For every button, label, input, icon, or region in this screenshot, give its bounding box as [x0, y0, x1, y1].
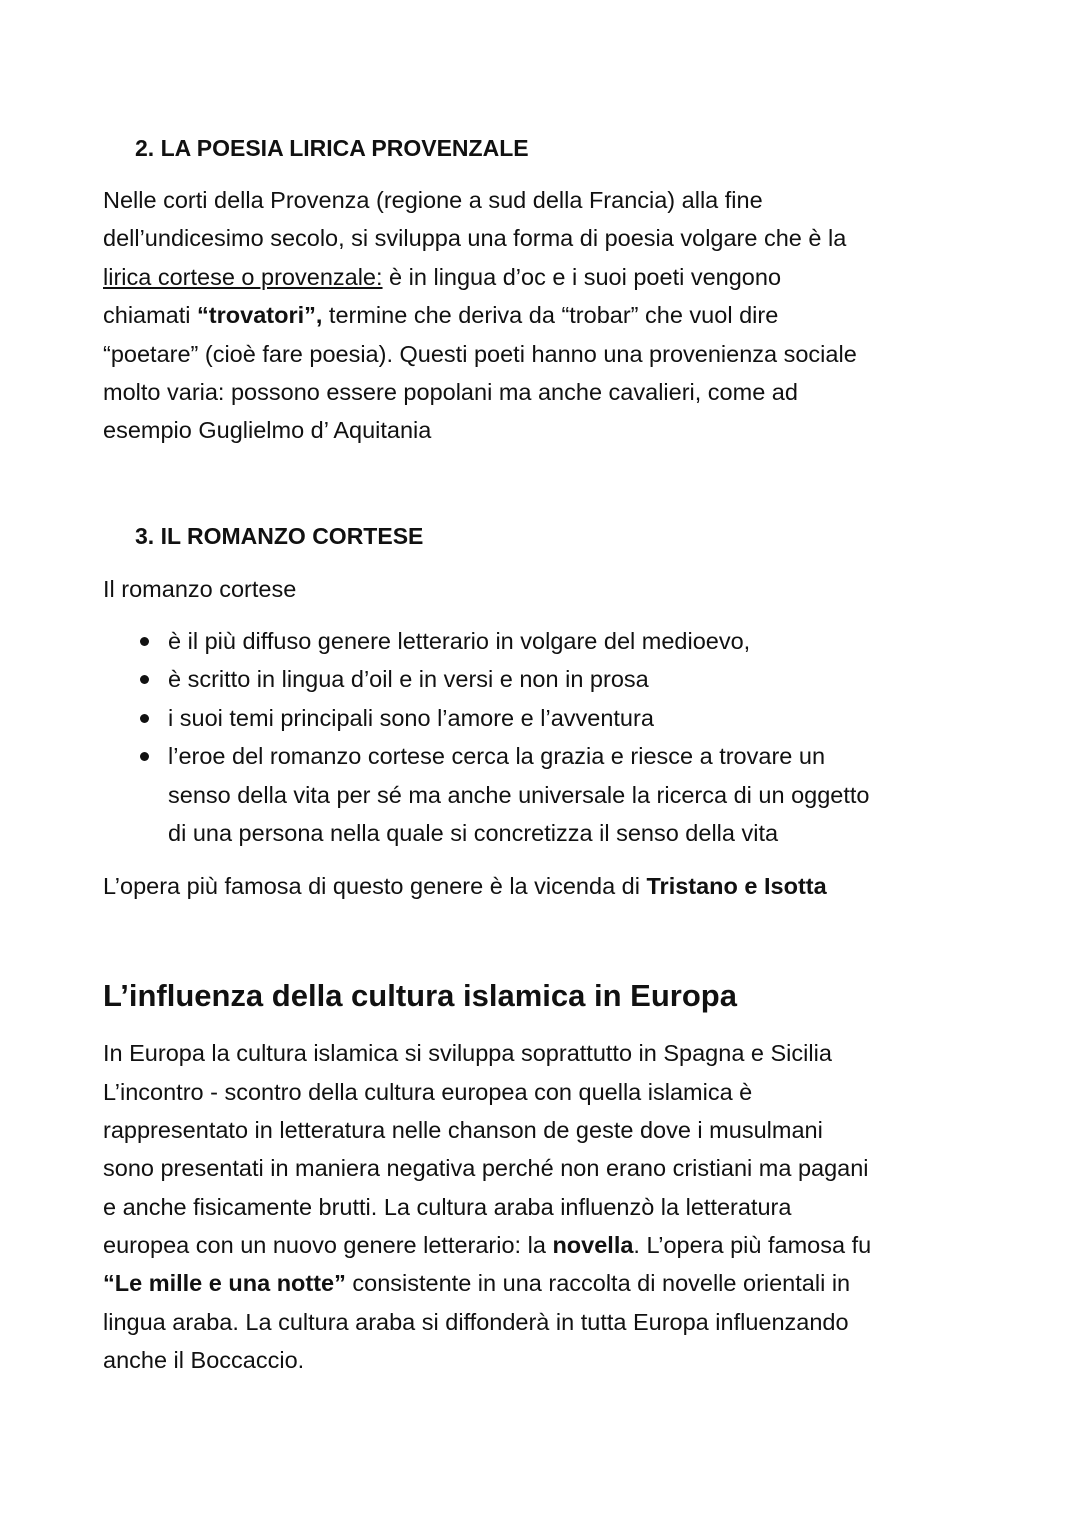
- text-segment: lingua araba. La cultura araba si diffonderà in tutta Europa influenzando: [103, 1309, 849, 1335]
- text-segment: anche il Boccaccio.: [103, 1347, 305, 1373]
- text-segment: è scritto in lingua d’oil e in versi e non in prosa: [168, 666, 649, 692]
- text-line: [103, 415, 431, 445]
- text-segment: europea con un nuovo genere letterario: la: [103, 1232, 553, 1258]
- text-line: [103, 1192, 791, 1222]
- text-segment: senso della vita per sé ma anche universale la ricerca di un oggetto: [168, 782, 870, 808]
- text-segment: “poetare” (cioè fare poesia). Questi poeti hanno una provenienza sociale: [103, 341, 857, 367]
- bullet-item: [168, 741, 825, 771]
- bold-text: novella: [552, 1232, 634, 1258]
- bullet-icon: [140, 752, 149, 761]
- section-heading-romanzo-cortese: [135, 521, 423, 551]
- text-segment: 3. IL ROMANZO CORTESE: [135, 523, 424, 549]
- text-segment: molto varia: possono essere popolani ma anche cavalieri, come ad: [103, 379, 798, 405]
- text-segment: consistente in una raccolta di novelle orientali in: [345, 1270, 851, 1296]
- text-line: [103, 1153, 869, 1183]
- text-segment: di una persona nella quale si concretizza il senso della vita: [168, 820, 779, 846]
- text-segment: rappresentato in letteratura nelle chanson de geste dove i musulmani: [103, 1117, 823, 1143]
- underlined-text: lirica cortese o provenzale:: [103, 264, 383, 290]
- bold-text: “Le mille e una notte”: [103, 1270, 346, 1296]
- text-line: [103, 1345, 304, 1375]
- text-line: [103, 871, 827, 901]
- text-segment: e anche fisicamente brutti. La cultura araba influenzò la letteratura: [103, 1194, 792, 1220]
- text-line: [103, 1077, 752, 1107]
- text-segment: termine che deriva da “trobar” che vuol dire: [322, 302, 779, 328]
- text-line: [168, 780, 870, 810]
- bullet-icon: [140, 675, 149, 684]
- text-line: [103, 377, 798, 407]
- text-line: [103, 1230, 871, 1260]
- text-segment: L’incontro - scontro della cultura europea con quella islamica è: [103, 1079, 753, 1105]
- bullet-icon: [140, 637, 149, 646]
- bullet-item: [168, 626, 750, 656]
- text-line: [103, 339, 857, 369]
- text-segment: L’influenza della cultura islamica in Europa: [103, 978, 737, 1013]
- bullet-item: [168, 703, 654, 733]
- text-segment: Il romanzo cortese: [103, 576, 297, 602]
- bold-text: “trovatori”,: [197, 302, 323, 328]
- text-line: [103, 223, 846, 253]
- text-line: [103, 262, 781, 292]
- text-segment: i suoi temi principali sono l’amore e l’avventura: [168, 705, 654, 731]
- text-line: [103, 574, 296, 604]
- bullet-item: [168, 664, 649, 694]
- section-heading-poesia-lirica: [135, 133, 529, 163]
- text-segment: Nelle corti della Provenza (regione a sud della Francia) alla fine: [103, 187, 763, 213]
- text-line: [103, 1038, 832, 1068]
- text-segment: sono presentati in maniera negativa perché non erano cristiani ma pagani: [103, 1155, 869, 1181]
- text-segment: è in lingua d’oc e i suoi poeti vengono: [382, 264, 782, 290]
- text-segment: chiamati: [103, 302, 198, 328]
- bold-text: Tristano e Isotta: [646, 873, 827, 899]
- text-line: [103, 300, 778, 330]
- text-segment: L’opera più famosa di questo genere è la vicenda di: [103, 873, 647, 899]
- text-segment: 2. LA POESIA LIRICA PROVENZALE: [135, 135, 529, 161]
- text-segment: In Europa la cultura islamica si sviluppa soprattutto in Spagna e Sicilia: [103, 1040, 832, 1066]
- text-line: [168, 818, 778, 848]
- text-line: [103, 1268, 850, 1298]
- text-segment: l’eroe del romanzo cortese cerca la grazia e riesce a trovare un: [168, 743, 826, 769]
- heading-influenza-cultura-islamica: [103, 976, 737, 1016]
- text-segment: esempio Guglielmo d’ Aquitania: [103, 417, 432, 443]
- text-line: [103, 1115, 823, 1145]
- text-segment: dell’undicesimo secolo, si sviluppa una forma di poesia volgare che è la: [103, 225, 847, 251]
- text-segment: . L’opera più famosa fu: [633, 1232, 872, 1258]
- text-line: [103, 1307, 849, 1337]
- text-line: [103, 185, 763, 215]
- text-segment: è il più diffuso genere letterario in volgare del medioevo,: [168, 628, 751, 654]
- bullet-icon: [140, 714, 149, 723]
